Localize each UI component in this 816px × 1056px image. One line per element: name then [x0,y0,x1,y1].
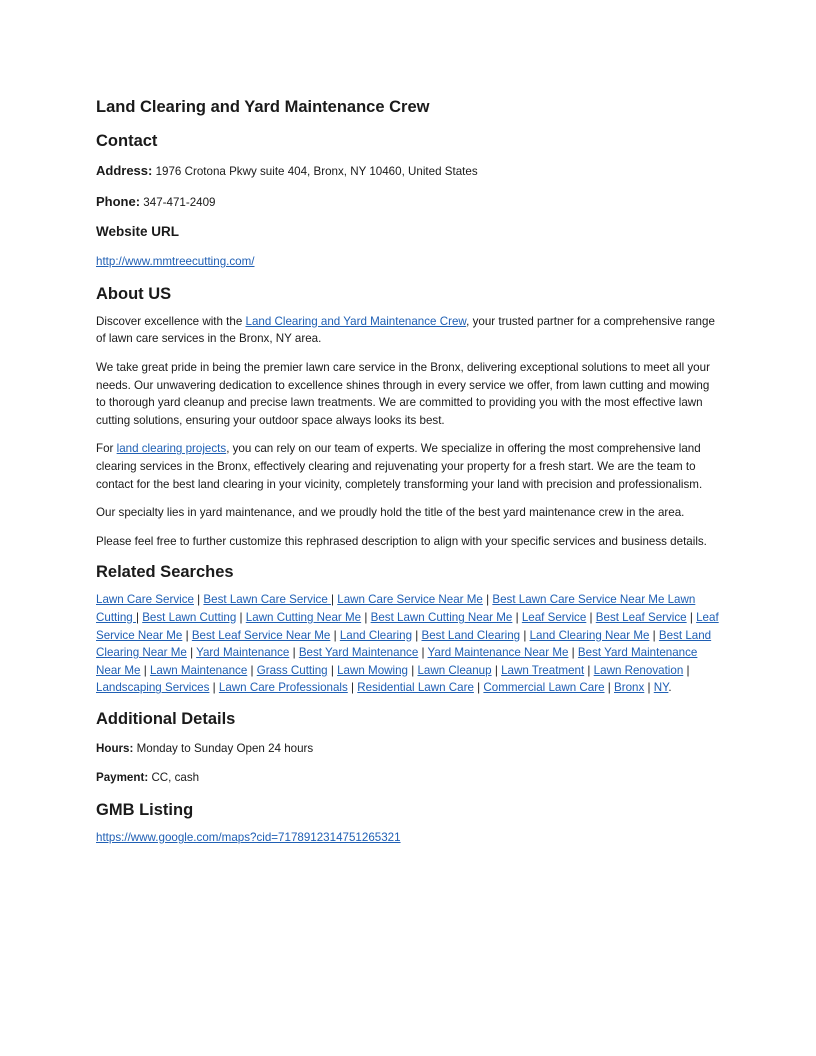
related-search-link[interactable]: Best Land Clearing [421,628,521,642]
website-heading: Website URL [96,224,180,240]
payment-line [96,769,720,787]
separator: | [327,663,338,677]
separator: | [584,663,594,677]
document-page [96,96,720,847]
related-search-link[interactable]: Leaf Service Near Me [96,610,719,642]
about-p3-pre: For [96,442,117,456]
separator: | [140,663,150,677]
list-end: . [668,681,672,695]
related-search-link[interactable]: Lawn Cutting Near Me [245,610,362,624]
separator: | [330,628,340,642]
separator: | [473,681,484,695]
gmb-link[interactable]: https://www.google.com/maps?cid=7178912314751265321 [96,831,401,845]
related-search-link[interactable]: Best Leaf Service Near Me [191,628,331,642]
separator: | [289,646,299,660]
related-search-link[interactable]: Best Yard Maintenance Near Me [96,646,698,677]
phone-line [96,193,720,212]
gmb-line [96,829,720,847]
related-search-link[interactable]: Best Yard Maintenance [298,646,419,660]
related-search-link[interactable]: Best Lawn Cutting Near Me [370,610,513,624]
phone-label: Phone: [96,193,141,209]
separator: | [186,646,197,660]
separator: | [491,663,502,677]
land-clearing-projects-link[interactable]: land clearing projects [116,442,227,456]
website-link[interactable]: http://www.mmtreecutting.com/ [96,255,255,269]
related-search-link[interactable]: Lawn Maintenance [149,663,248,677]
separator: | [512,610,522,624]
payment-value: CC, cash [151,771,200,785]
separator: | [586,610,596,624]
about-heading: About US [96,284,172,303]
gmb-heading: GMB Listing [96,801,194,820]
separator: | [209,681,219,695]
related-search-link[interactable]: Lawn Care Service [96,593,194,607]
address-line [96,162,720,181]
phone-value: 347-471-2409 [143,195,216,209]
related-search-link[interactable]: NY [653,681,669,695]
about-paragraph-2: We take great pride in being the premier lawn care service in the Bronx, delivering exceptional solutions to meet all your needs. Our unwavering dedication to excellence shines through in every service we offer, from lawn cutting and mowing to thorough yard cleanup and precise lawn treatments. We are committed to providing you with the most effective lawn cutting solutions, ensuring your outdoor space always looks its best. [96,360,710,427]
related-search-link[interactable]: Leaf Service [521,610,587,624]
related-search-link[interactable]: Lawn Mowing [337,663,408,677]
separator: | [686,610,697,624]
related-search-link[interactable]: Lawn Cleanup [417,663,492,677]
crew-link[interactable]: Land Clearing and Yard Maintenance Crew [245,314,467,328]
about-p1-post: , your trusted partner for a comprehensive range of lawn care services in the Bronx, NY area. [96,314,715,346]
related-search-link[interactable]: Land Clearing [339,628,413,642]
separator: | [236,610,246,624]
related-search-link[interactable]: Best Lawn Care Service Near Me Lawn Cutting [96,593,696,624]
about-p1-pre: Discover excellence with the [96,314,246,328]
related-search-link[interactable]: Best Lawn Care Service [203,593,332,607]
related-search-link[interactable]: Lawn Care Service Near Me [337,593,483,607]
related-search-link[interactable]: Yard Maintenance [196,646,290,660]
related-search-link[interactable]: Best Leaf Service [595,610,687,624]
about-p3-post: , you can rely on our team of experts. We specialize in offering the most comprehensive land clearing services in the Bronx, effectively clearing and rejuvenating your property for a fresh start. We are the team to contact for the best land clearing in your vicinity, completely transforming your land with precision and professionalism. [96,442,703,491]
contact-heading: Contact [96,132,158,150]
about-paragraph-1 [96,313,720,348]
related-search-link[interactable]: Grass Cutting [256,663,328,677]
related-search-link[interactable]: Residential Lawn Care [357,681,474,695]
page-title: Land Clearing and Yard Maintenance Crew [96,98,430,116]
separator: | [331,593,338,607]
related-search-link[interactable]: Best Lawn Cutting [142,610,237,624]
separator: | [182,628,192,642]
related-search-link[interactable]: Yard Maintenance Near Me [427,646,569,660]
separator: | [568,646,578,660]
address-label: Address: [96,163,153,178]
about-paragraph-3 [96,440,720,493]
hours-label: Hours: [96,741,134,755]
related-searches-list [96,591,720,697]
address-value: 1976 Crotona Pkwy suite 404, Bronx, NY 10460, United States [155,165,478,178]
about-paragraph-5: Please feel free to further customize this rephrased description to align with your specific services and business details. [96,534,707,548]
separator: | [482,593,493,607]
related-search-link[interactable]: Lawn Care Professionals [218,681,348,695]
additional-details-heading: Additional Details [96,709,236,728]
separator: | [407,663,418,677]
related-search-link[interactable]: Best Land Clearing Near Me [96,628,712,660]
separator: | [644,681,654,695]
related-searches-heading: Related Searches [96,563,234,582]
related-search-link[interactable]: Lawn Treatment [501,663,585,677]
payment-label: Payment: [96,771,149,785]
hours-line [96,740,720,758]
related-search-link[interactable]: Landscaping Services [96,681,210,695]
separator: | [683,663,690,677]
separator: | [135,610,143,624]
about-paragraph-4: Our specialty lies in yard maintenance, and we proudly hold the title of the best yard maintenance crew in the area. [96,506,685,520]
related-search-link[interactable]: Bronx [614,681,645,695]
related-search-link[interactable]: Lawn Renovation [593,663,684,677]
separator: | [604,681,614,695]
separator: | [361,610,371,624]
separator: | [193,593,204,607]
website-line [96,253,720,271]
separator: | [649,628,659,642]
separator: | [418,646,428,660]
hours-value: Monday to Sunday Open 24 hours [136,741,314,755]
related-search-link[interactable]: Commercial Lawn Care [483,681,605,695]
related-search-link[interactable]: Land Clearing Near Me [529,628,650,642]
separator: | [412,628,422,642]
separator: | [247,663,257,677]
separator: | [347,681,358,695]
separator: | [520,628,530,642]
